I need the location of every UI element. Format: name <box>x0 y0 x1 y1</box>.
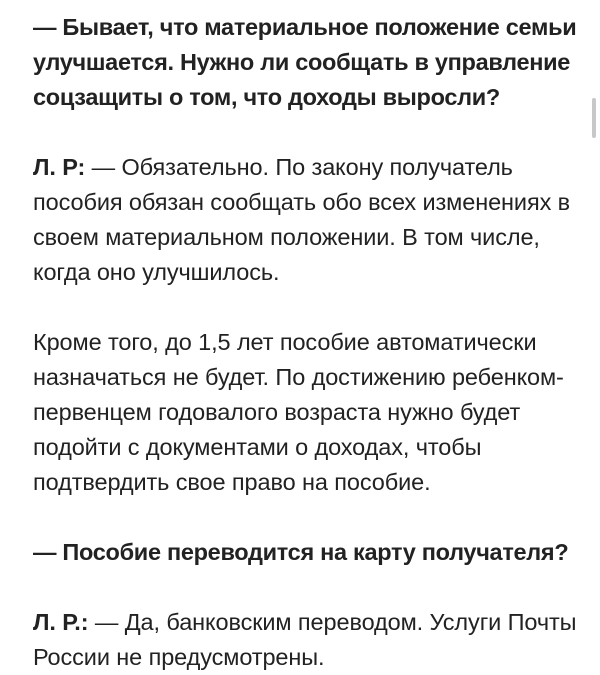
answer-1 <box>33 150 578 290</box>
answer-1-text: — Обязательно. По закону получатель пособия обязан сообщать обо всех изменениях в своем материальном положении. В том числе, когда оно улучшилось. <box>33 154 571 285</box>
paragraph-gap <box>33 290 578 325</box>
question-1: — Бывает, что материальное положение семьи улучшается. Нужно ли сообщать в управление соцзащиты о том, что доходы выросли? <box>33 14 577 110</box>
paragraph-gap <box>33 115 578 150</box>
paragraph-gap <box>33 500 578 535</box>
question-2: — Пособие переводится на карту получателя? <box>33 539 569 565</box>
article-body <box>33 10 578 675</box>
paragraph-2: Кроме того, до 1,5 лет пособие автоматически назначаться не будет. По достижению ребенком-первенцем годовалого возраста нужно будет подойти с документами о доходах, чтобы подтвердить свое право на пособие. <box>33 329 564 495</box>
answer-2 <box>33 605 578 675</box>
speaker-label: Л. Р.: <box>33 609 89 635</box>
speaker-label: Л. Р: <box>33 154 86 180</box>
answer-2-text: — Да, банковским переводом. Услуги Почты России не предусмотрены. <box>33 609 577 670</box>
scrollbar-thumb[interactable] <box>592 98 596 138</box>
paragraph-gap <box>33 570 578 605</box>
